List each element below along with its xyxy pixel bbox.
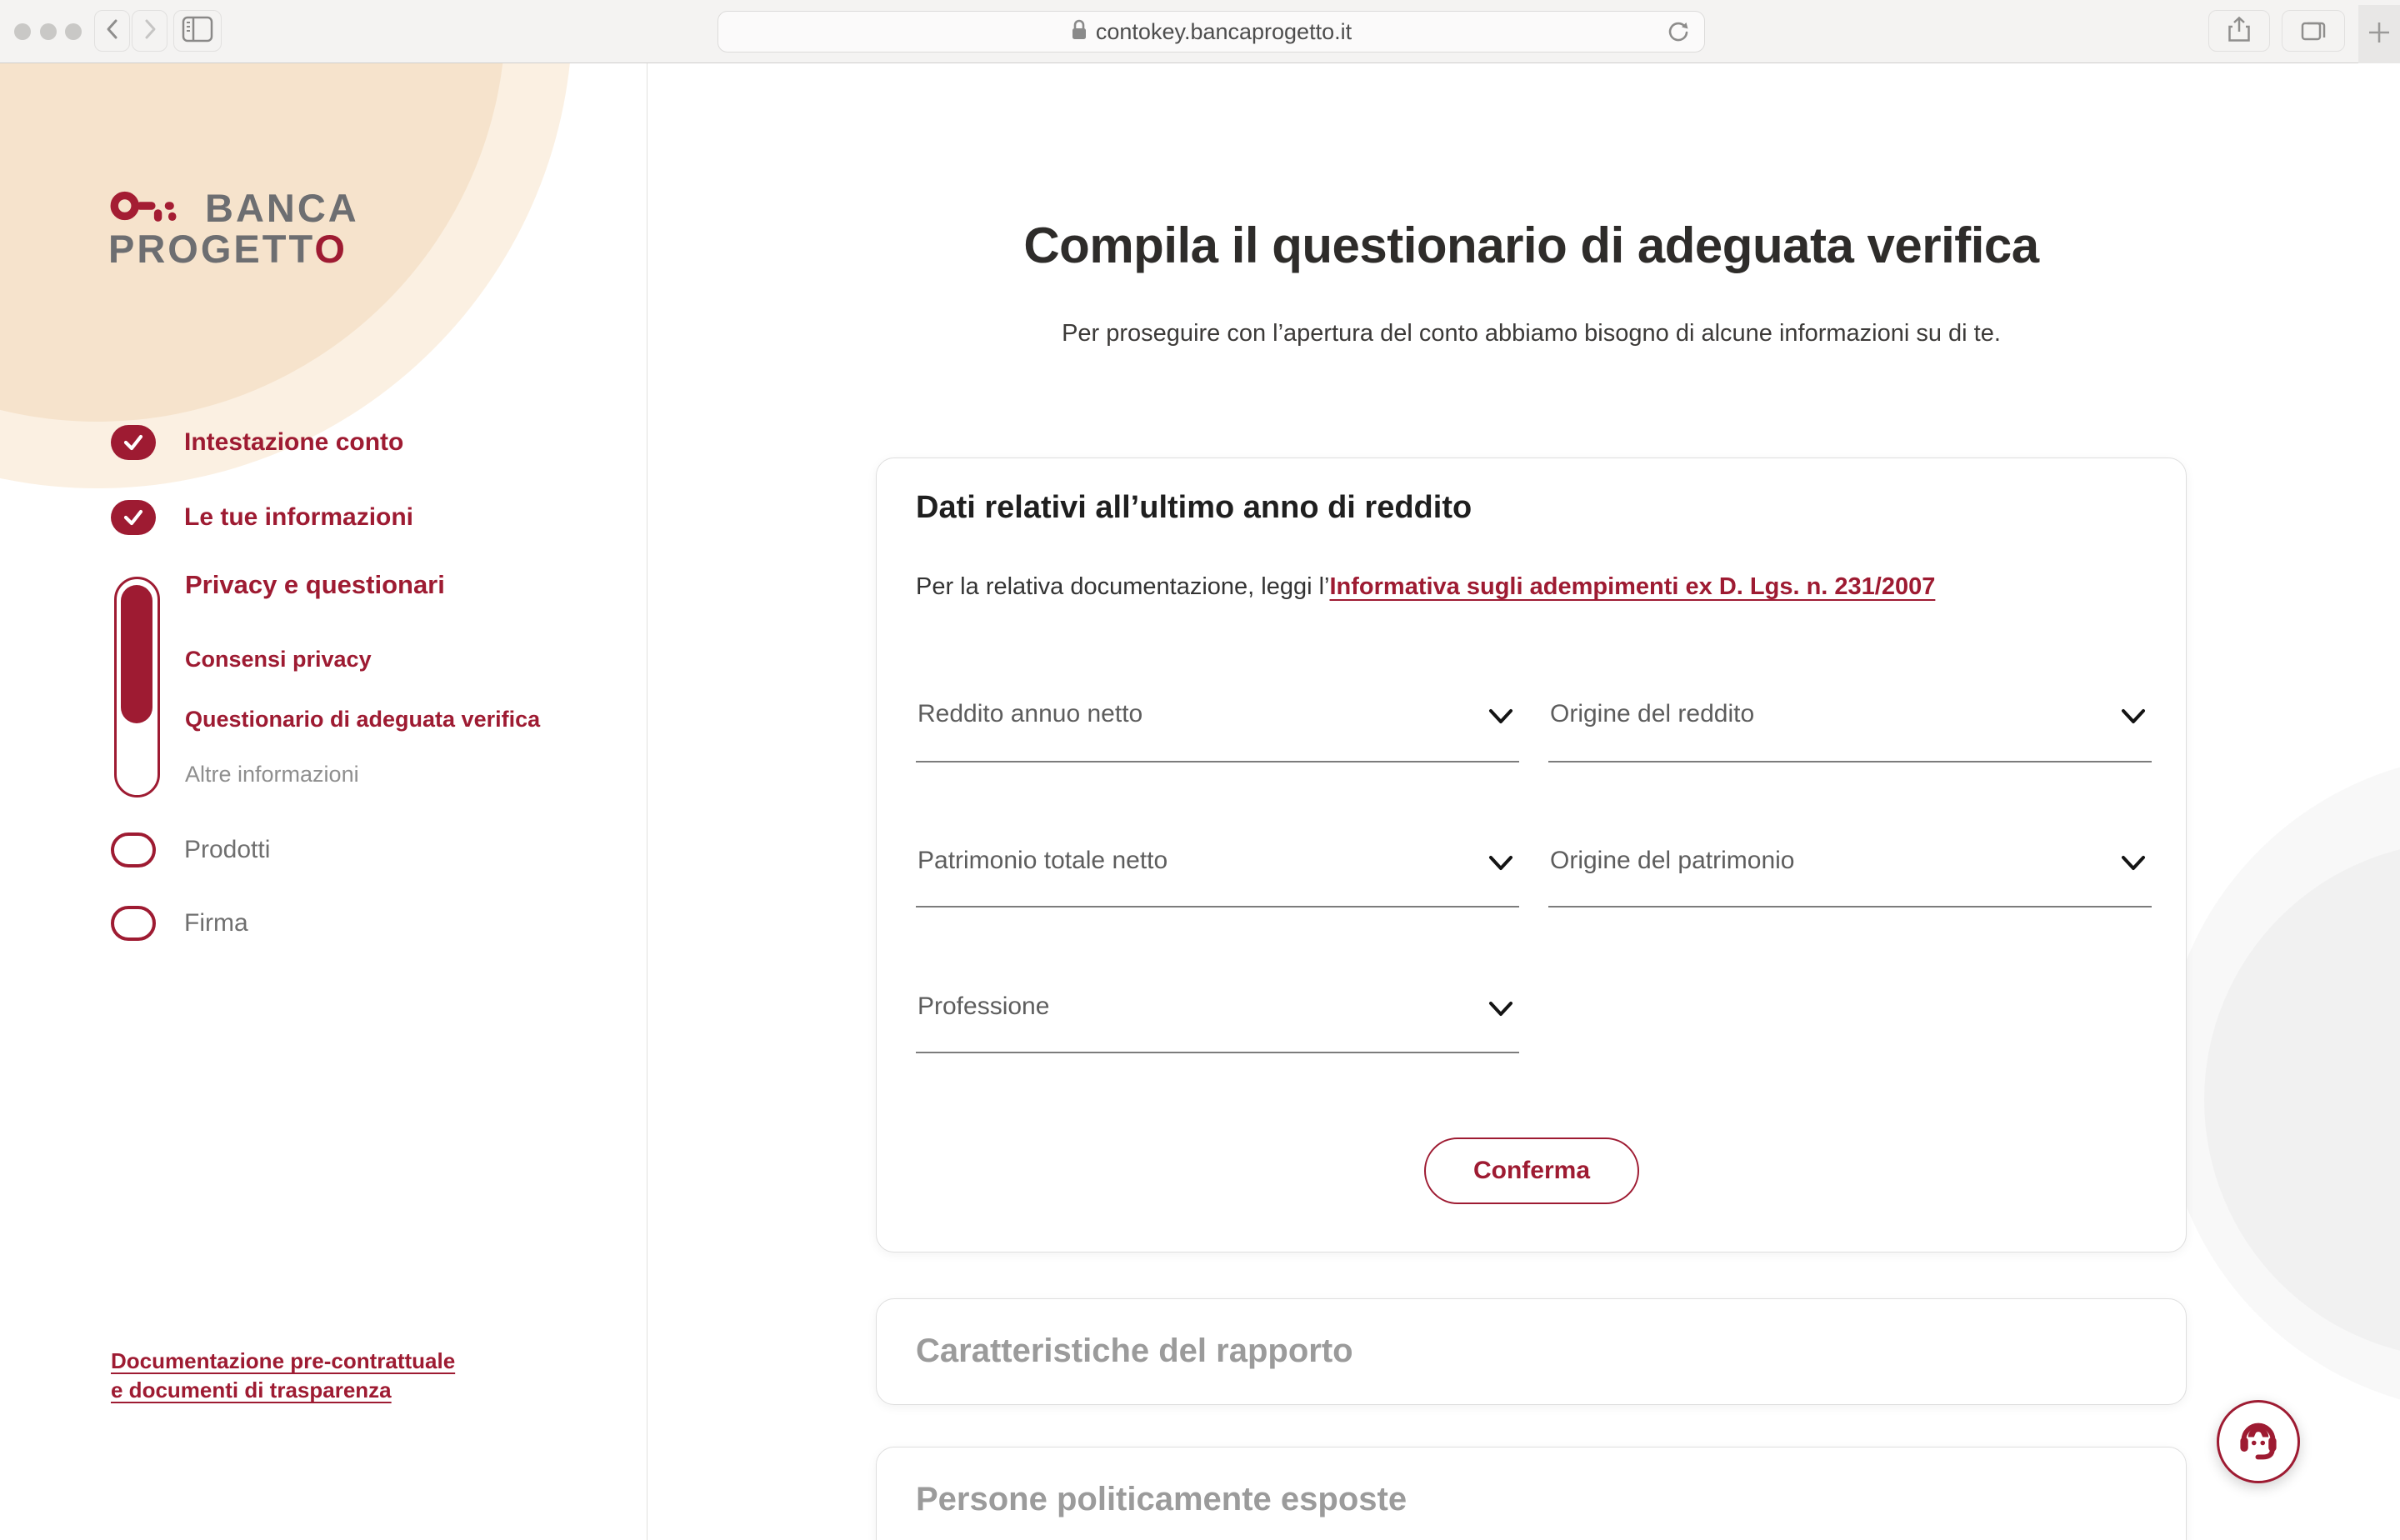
sidebar-item-le-tue-informazioni[interactable] (111, 500, 413, 535)
back-button[interactable] (94, 10, 130, 52)
step-todo-icon (111, 906, 156, 941)
browser-toolbar (0, 0, 2400, 63)
logo-text-progetto: PROGETTO (108, 227, 348, 271)
reload-button[interactable] (1666, 20, 1691, 49)
page-subtitle: Per proseguire con l’apertura del conto abbiamo bisogno di alcune informazioni su di te. (1062, 320, 2001, 347)
sidebar-item-intestazione-conto[interactable] (111, 425, 403, 460)
headset-icon (2235, 1417, 2282, 1468)
sidebar-item-prodotti[interactable] (111, 832, 270, 868)
address-bar[interactable] (718, 11, 1705, 52)
select-reddito-annuo-netto[interactable] (916, 697, 1519, 762)
sidebar-toggle-icon (182, 16, 213, 47)
padlock-icon (1071, 19, 1088, 45)
chevron-down-icon (1488, 855, 1514, 876)
support-chat-button[interactable] (2217, 1400, 2300, 1483)
select-label: Patrimonio totale netto (918, 847, 1168, 874)
back-chevron-icon (103, 17, 122, 46)
window-minimize-button[interactable] (40, 23, 57, 40)
sidebar-subitem-altre-informazioni[interactable]: Altre informazioni (185, 762, 359, 787)
conferma-button[interactable]: Conferma (1424, 1138, 1639, 1204)
informativa-link[interactable]: Informativa sugli adempimenti ex D. Lgs. n. 231/2007 (1329, 573, 1936, 600)
select-label: Reddito annuo netto (918, 700, 1143, 728)
income-card-title: Dati relativi all’ultimo anno di reddito (916, 490, 1472, 525)
step-label: Le tue informazioni (184, 503, 414, 531)
select-origine-del-reddito[interactable] (1548, 697, 2152, 762)
chevron-down-icon (2120, 708, 2147, 729)
sidebar-subitem-questionario-adeguata-verifica[interactable]: Questionario di adeguata verifica (185, 707, 541, 732)
tab-overview-icon (2300, 17, 2327, 46)
tab-overview-button[interactable] (2282, 10, 2345, 52)
step-label: Intestazione conto (184, 428, 404, 456)
privacy-progress-fill (121, 585, 152, 723)
step-todo-icon (111, 832, 156, 868)
chevron-down-icon (1488, 1001, 1514, 1022)
section-persone-politicamente-esposte[interactable] (876, 1447, 2187, 1540)
section-caratteristiche-del-rapporto[interactable] (876, 1298, 2187, 1405)
sidebar-subitem-consensi-privacy[interactable]: Consensi privacy (185, 647, 372, 672)
step-done-icon (111, 500, 156, 535)
url-text: contokey.bancaprogetto.it (1095, 18, 1352, 44)
window-zoom-button[interactable] (65, 23, 82, 40)
sidebar-toggle-button[interactable] (173, 10, 222, 52)
select-origine-del-patrimonio[interactable] (1548, 843, 2152, 908)
section-title: Persone politicamente esposte (916, 1481, 1408, 1518)
section-title: Caratteristiche del rapporto (916, 1332, 1353, 1369)
sidebar-item-firma[interactable] (111, 906, 248, 941)
forward-button[interactable] (132, 10, 168, 52)
plus-icon (2367, 20, 2392, 49)
onboarding-sidebar (0, 63, 648, 1540)
income-data-card (876, 458, 2187, 1252)
sidebar-item-privacy-e-questionari[interactable]: Privacy e questionari (185, 570, 445, 599)
step-done-icon (111, 425, 156, 460)
select-patrimonio-totale-netto[interactable] (916, 843, 1519, 908)
key-logo-icon (108, 185, 198, 231)
chevron-down-icon (2120, 855, 2147, 876)
step-label: Firma (184, 909, 248, 937)
privacy-progress-indicator (114, 577, 160, 798)
window-close-button[interactable] (14, 23, 31, 40)
logo-text-banca: BANCA (205, 185, 359, 230)
income-card-paragraph: Per la relativa documentazione, leggi l’Informativa sugli adempimenti ex D. Lgs. n. 231/2007 (916, 573, 1936, 600)
main-content (648, 63, 2400, 1540)
documentation-link[interactable]: Documentazione pre-contrattuale e documenti di trasparenza (111, 1348, 456, 1402)
select-label: Origine del patrimonio (1550, 847, 1795, 874)
forward-chevron-icon (141, 17, 159, 46)
banca-progetto-logo (108, 185, 359, 271)
chevron-down-icon (1488, 708, 1514, 729)
select-label: Professione (918, 992, 1050, 1020)
share-button[interactable] (2208, 10, 2270, 52)
step-label: Prodotti (184, 836, 271, 863)
select-label: Origine del reddito (1550, 700, 1755, 728)
page-title: Compila il questionario di adeguata verifica (1023, 218, 2039, 273)
select-professione[interactable] (916, 989, 1519, 1053)
new-tab-button[interactable] (2358, 5, 2400, 63)
share-icon (2228, 16, 2251, 47)
